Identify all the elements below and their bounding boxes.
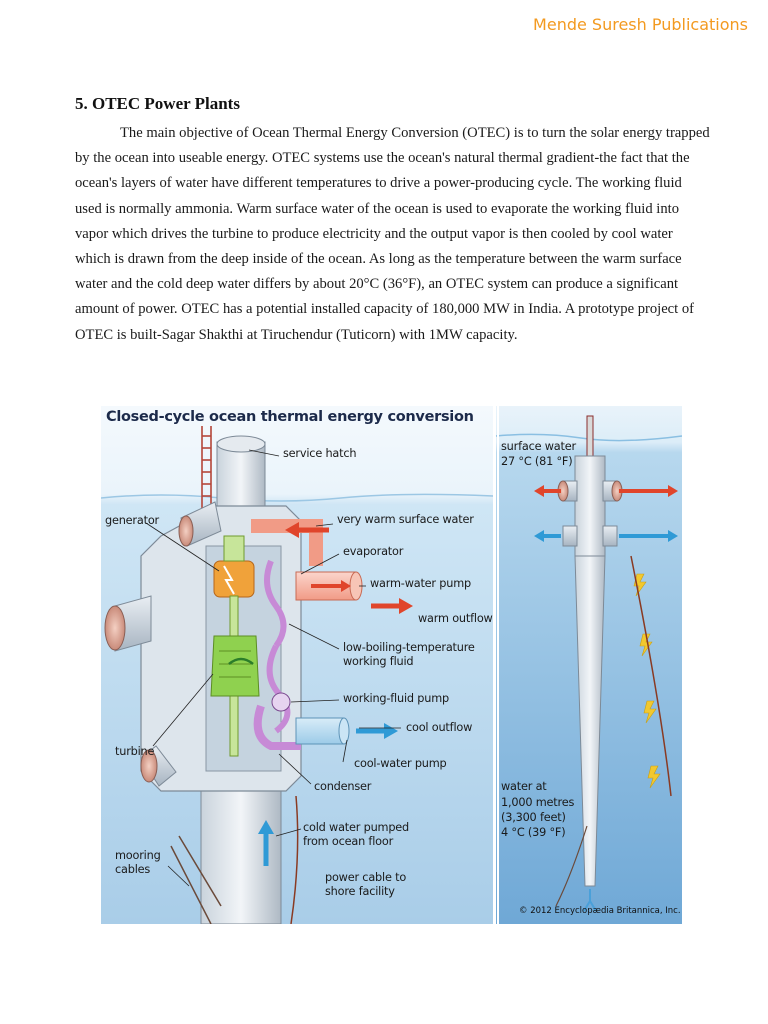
label-depth-feet: (3,300 feet) (501, 811, 566, 824)
generator-shaft-top (224, 536, 244, 561)
label-very-warm-surface-water: very warm surface water (337, 513, 474, 526)
label-working-fluid: low-boiling-temperature working fluid (343, 641, 475, 668)
working-fluid-pump-icon (272, 693, 290, 711)
label-working-fluid-pump: working-fluid pump (343, 692, 449, 705)
label-cool-outflow: cool outflow (406, 721, 473, 734)
label-cold-water-pumped: cold water pumped from ocean floor (303, 821, 410, 848)
label-water-at: water at (501, 780, 547, 793)
label-cool-water-pump: cool-water pump (354, 757, 447, 770)
copyright-notice: © 2012 Encyclopædia Britannica, Inc. (519, 906, 681, 916)
service-hatch-top (217, 436, 265, 452)
section-title: 5. OTEC Power Plants (75, 94, 240, 113)
body-paragraph: The main objective of Ocean Thermal Energy Conversion (OTEC) is to turn the solar energy trapped by the ocean into useable energy. OTEC systems use the ocean's natural thermal gradient-the fact that the ocean's layers of water have different temperatures to drive a power-producing cycle. The working fluid used is normally ammonia. Warm surface water of the ocean is used to evaporate the working fluid into vapor which drives the turbine to produce electricity and the output vapor is then cooled by cool water which is drawn from the deep inside of the ocean. As long as the temperature between the warm surface water and the cold deep water differs by about 20°C (36°F), an OTEC system can produce a significant amount of power. OTEC has a potential installed capacity of 180,000 MW in India. A prototype project of OTEC is built-Sagar Shakthi at Tiruchendur (Tuticorn) with 1MW capacity. (75, 125, 710, 343)
figure-title: Closed-cycle ocean thermal energy conversion (106, 409, 474, 425)
label-power-cable: power cable to shore facility (325, 871, 407, 898)
cool-water-pump (339, 718, 349, 744)
publisher-name: Mende Suresh Publications (533, 15, 748, 34)
label-service-hatch: service hatch (283, 447, 357, 460)
label-generator: generator (105, 514, 159, 527)
tower-mast (587, 416, 593, 456)
label-deep-temp: 4 °C (39 °F) (501, 826, 566, 839)
label-surface-water: surface water (501, 440, 576, 453)
otec-figure (101, 406, 682, 924)
label-mooring-cables: mooring cables (115, 849, 161, 876)
label-warm-outflow: warm outflow (418, 612, 493, 625)
turbine-unit (211, 636, 259, 696)
cool-water-pipe (296, 718, 344, 744)
label-evaporator: evaporator (343, 545, 404, 558)
label-warm-water-pump: warm-water pump (370, 577, 471, 590)
generator-unit (214, 561, 254, 597)
label-surface-temp: 27 °C (81 °F) (501, 455, 573, 468)
label-turbine: turbine (115, 745, 155, 758)
label-depth-metres: 1,000 metres (501, 796, 575, 809)
label-condenser: condenser (314, 780, 372, 793)
tower-body (575, 456, 605, 556)
